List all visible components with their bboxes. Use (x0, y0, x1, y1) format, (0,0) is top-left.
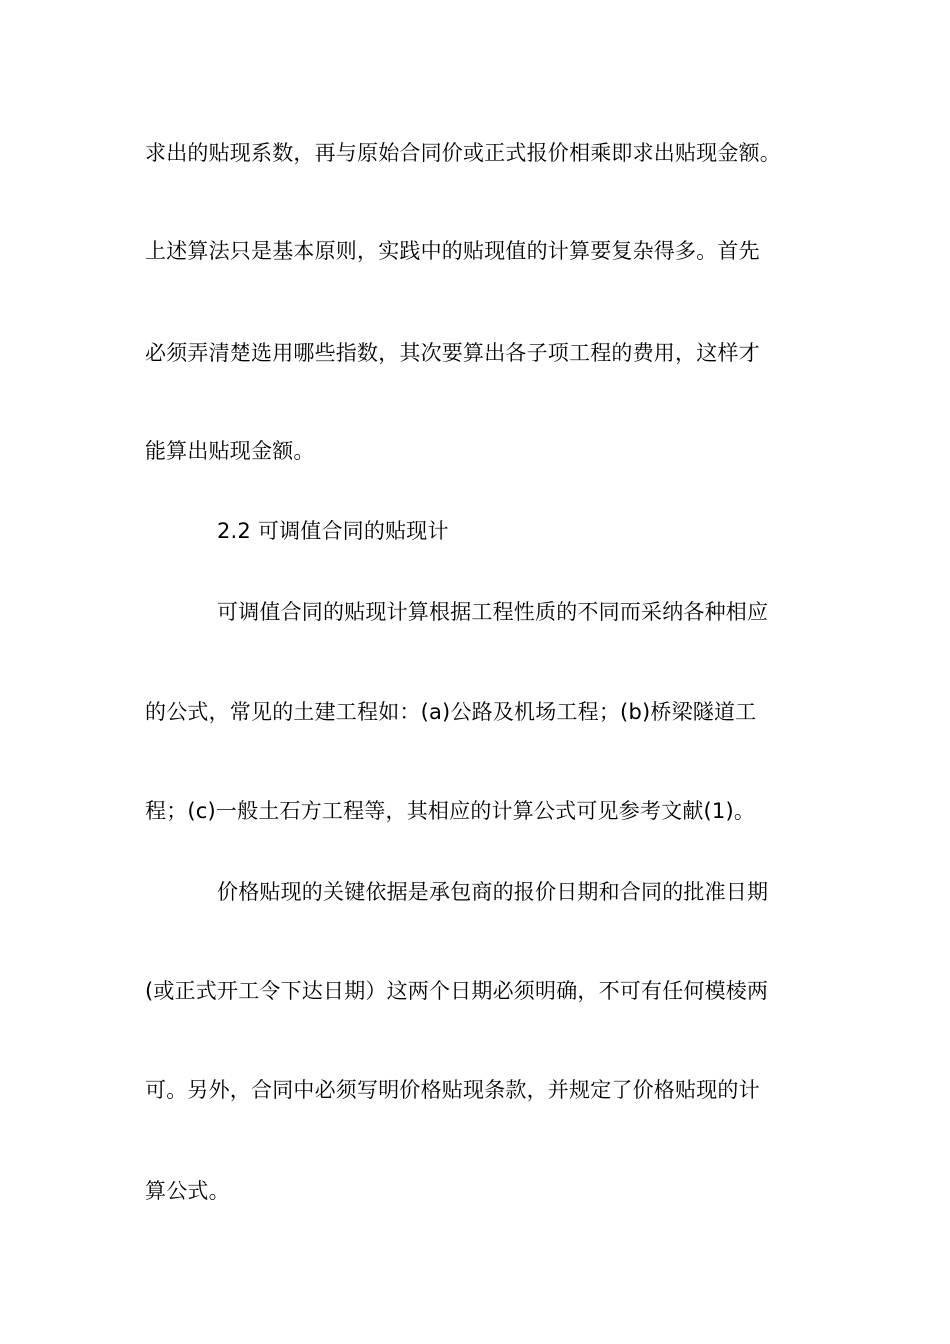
paragraph-line: 必须弄清楚选用哪些指数，其次要算出各子项工程的费用，这样才 (145, 341, 760, 365)
paragraph-line: 可。另外，合同中必须写明价格贴现条款，并规定了价格贴现的计 (145, 1078, 760, 1102)
paragraph-line: 可调值合同的贴现计算根据工程性质的不同而采纳各种相应 (217, 600, 769, 624)
paragraph-line: 的公式，常见的土建工程如：(a)公路及机场工程；(b)桥梁隧道工 (145, 700, 757, 724)
paragraph-line: 求出的贴现系数，再与原始合同价或正式报价相乘即求出贴现金额。 (145, 141, 781, 165)
paragraph-line: 算公式。 (145, 1179, 230, 1203)
paragraph-line: (或正式开工令下达日期）这两个日期必须明确，不可有任何模棱两 (145, 979, 769, 1003)
paragraph-line: 上述算法只是基本原则，实践中的贴现值的计算要复杂得多。首先 (145, 239, 760, 263)
section-heading: 2.2 可调值合同的贴现计 (217, 519, 449, 543)
paragraph-line: 程；(c)一般土石方工程等，其相应的计算公式可见参考文献(1)。 (145, 799, 756, 823)
paragraph-line: 价格贴现的关键依据是承包商的报价日期和合同的批准日期 (217, 880, 769, 904)
paragraph-line: 能算出贴现金额。 (145, 439, 315, 463)
